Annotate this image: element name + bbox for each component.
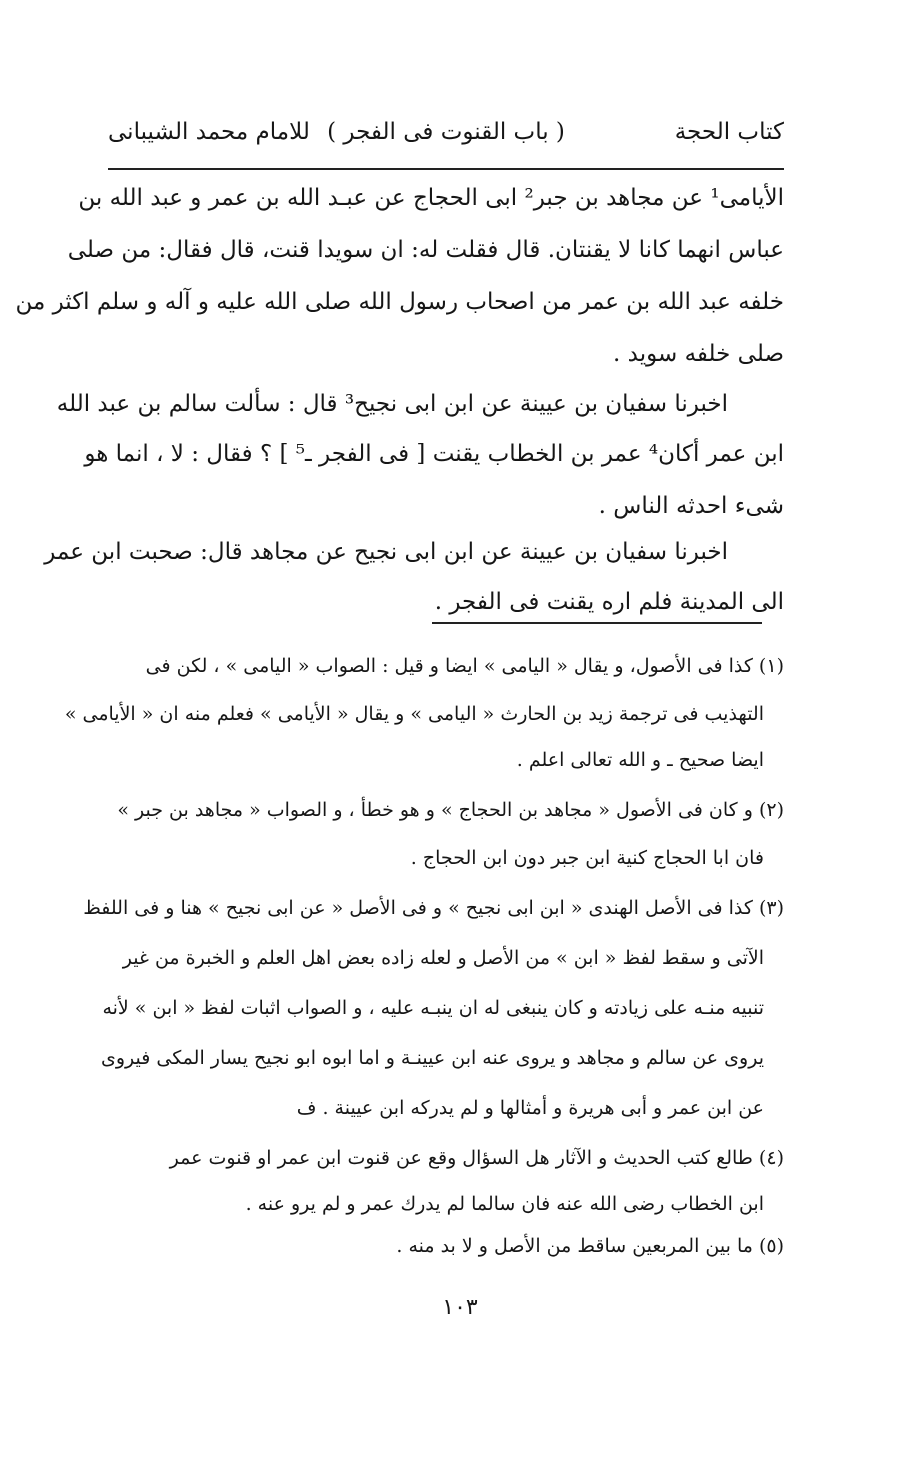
footnote-line: يروى عن سالم و مجاهد و يروى عنه ابن عيينـة و اما ابوه ابو نجيح يسار المكى فيروى: [100, 1047, 764, 1069]
footnote-line: تنبيه منـه على زيادته و كان ينبغى له ان ينبـه عليه ، و الصواب اثبات لفظ « ابن » لأنه: [102, 997, 764, 1019]
footnote-line: عن ابن عمر و أبى هريرة و أمثالها و لم يدركه ابن عيينة . ف: [296, 1097, 764, 1119]
chapter-title: ( باب القنوت فى الفجر ): [327, 119, 565, 145]
body-line: شىء احدثه الناس .: [598, 493, 784, 519]
body-line: اخبرنا سفيان بن عيينة عن ابن ابى نجيح³ قال : سألت سالم بن عبد الله: [56, 391, 728, 417]
footnote-line: (٥) ما بين المربعين ساقط من الأصل و لا بد منه .: [396, 1235, 784, 1257]
body-line: الى المدينة فلم اره يقنت فى الفجر .: [434, 589, 784, 615]
footnote-line: الآتى و سقط لفظ « ابن » من الأصل و لعله زاده بعض اهل العلم و الخبرة من غير: [122, 947, 764, 969]
running-header: [108, 108, 784, 170]
footnote-line: التهذيب فى ترجمة زيد بن الحارث « اليامى » و يقال « الأيامى » فعلم منه ان « الأيامى »: [64, 703, 764, 725]
footnote-line: فان ابا الحجاج كنية ابن جبر دون ابن الحجاج .: [410, 847, 764, 869]
footnote-line: (٤) طالع كتب الحديث و الآثار هل السؤال وقع عن قنوت ابن عمر او قنوت عمر: [169, 1147, 784, 1169]
body-line: عباس انهما كانا لا يقنتان. قال فقلت له: ان سويدا قنت، قال فقال: من صلى: [67, 237, 784, 263]
body-line: ابن عمر أكان⁴ عمر بن الخطاب يقنت [ فى الفجر ـ⁵ ] ؟ فقال : لا ، انما هو: [84, 441, 784, 467]
page-number: ١٠٣: [442, 1295, 478, 1320]
author-name: للامام محمد الشيبانى: [108, 119, 310, 145]
footnote-separator: [432, 622, 762, 624]
body-line: صلى خلفه سويد .: [613, 341, 784, 367]
footnote-line: (١) كذا فى الأصول، و يقال « اليامى » ايضا و قيل : الصواب « اليامى » ، لكن فى: [145, 655, 784, 677]
footnote-line: (٣) كذا فى الأصل الهندى « ابن ابى نجيح » و فى الأصل « عن ابى نجيح » هنا و فى اللفظ: [83, 897, 784, 919]
body-line: الأيامى¹ عن مجاهد بن جبر² ابى الحجاج عن عبـد الله بن عمر و عبد الله بن: [78, 185, 784, 211]
body-line: اخبرنا سفيان بن عيينة عن ابن ابى نجيح عن مجاهد قال: صحبت ابن عمر: [44, 539, 728, 565]
body-line: خلفه عبد الله بن عمر من اصحاب رسول الله صلى الله عليه و آله و سلم اكثر من: [15, 289, 784, 315]
book-title: كتاب الحجة: [674, 119, 784, 145]
footnote-line: ايضا صحيح ـ و الله تعالى اعلم .: [516, 749, 764, 771]
footnote-line: (٢) و كان فى الأصول « مجاهد بن الحجاج » و هو خطأ ، و الصواب « مجاهد بن جبر »: [117, 799, 784, 821]
footnote-line: ابن الخطاب رضى الله عنه فان سالما لم يدرك عمر و لم يرو عنه .: [245, 1193, 764, 1215]
